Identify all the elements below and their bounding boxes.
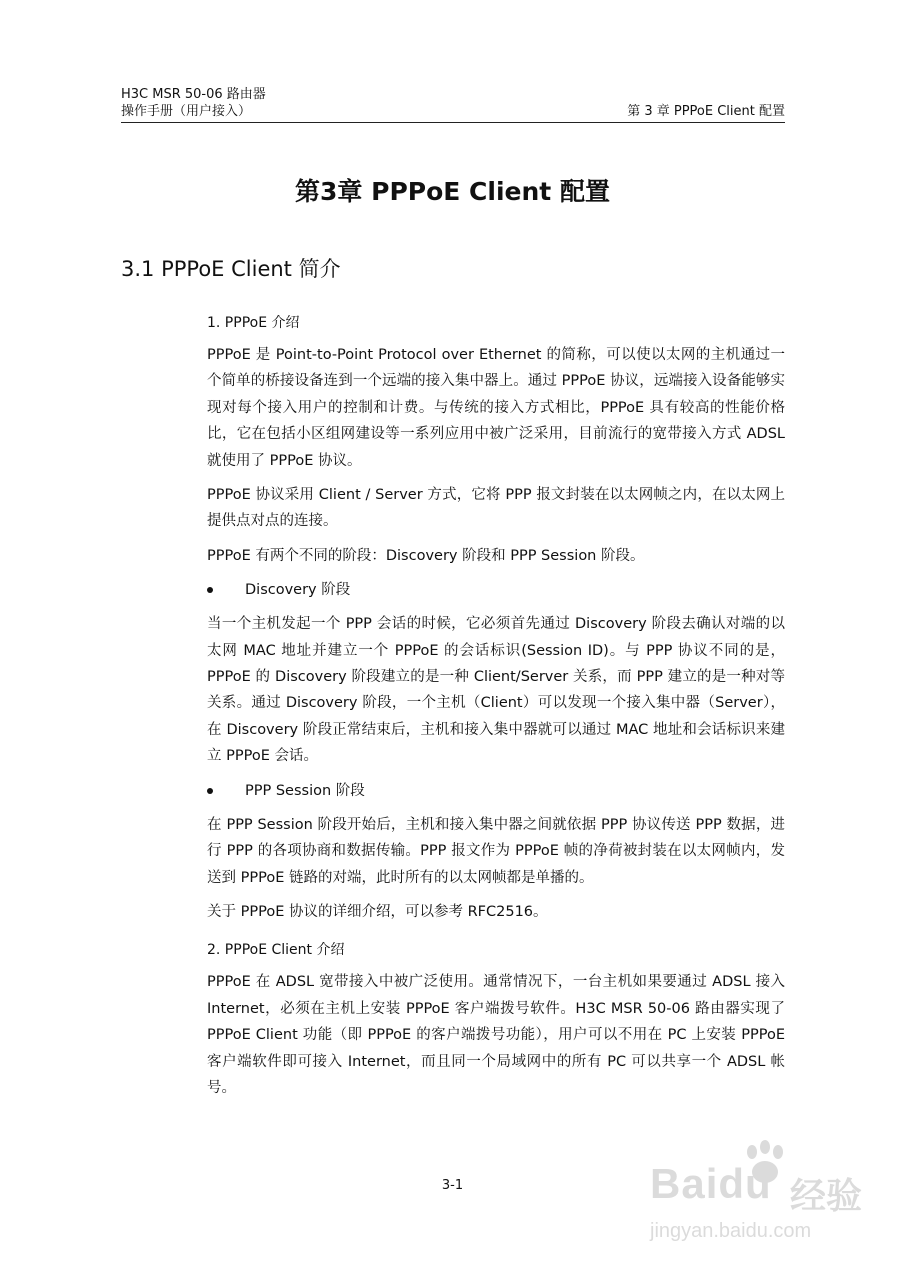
- watermark-cn: 经验: [790, 1176, 863, 1217]
- bullet-label: PPP Session 阶段: [245, 782, 365, 799]
- baidu-jingyan-watermark: [640, 1140, 890, 1270]
- watermark-brand: [650, 1160, 772, 1208]
- bullet-item-ppp-session: [207, 778, 785, 804]
- page-header: [121, 86, 785, 120]
- page-number: 3-1: [441, 1178, 464, 1193]
- watermark-url: jingyan.baidu.com: [650, 1220, 812, 1242]
- bullet-icon: [207, 587, 213, 593]
- paragraph: PPPoE 有两个不同的阶段：Discovery 阶段和 PPP Session 阶段。: [207, 547, 645, 564]
- paragraph: 在 PPP Session 阶段开始后，主机和接入集中器之间就依据 PPP 协议传送 PPP 数据，进行 PPP 的各项协商和数据传输。PPP 报文作为 PPPoE 帧的净荷被封装在以太网帧内，发送到 PPPoE 链路的对端，此时所有的以太网帧都是单播的。: [207, 816, 785, 886]
- header-chapter: 第 3 章 PPPoE Client 配置: [627, 104, 785, 119]
- watermark-brand-tail: du: [718, 1160, 772, 1207]
- section-title: 3.1 PPPoE Client 简介: [121, 257, 341, 281]
- bullet-icon: [207, 788, 213, 794]
- header-divider: [121, 122, 785, 123]
- paragraph: 当一个主机发起一个 PPP 会话的时候，它必须首先通过 Discovery 阶段去确认对端的以太网 MAC 地址并建立一个 PPPoE 的会话标识(Session ID)。与 PPP 协议不同的是，PPPoE 的 Discovery 阶段建立的是一种 Client/Server 关系，而 PPP 建立的是一种对等关系。通过 Discovery 阶段，一个主机（Client）可以发现一个接入集中器（Server），在 Discovery 阶段正常结束后，主机和接入集中器就可以通过 MAC 地址和会话标识来建立 PPPoE 会话。: [207, 616, 785, 765]
- paragraph: PPPoE 是 Point-to-Point Protocol over Ethernet 的简称，可以使以太网的主机通过一个简单的桥接设备连到一个远端的接入集中器上。通过 PPPoE 协议，远端接入设备能够实现对每个接入用户的控制和计费。与传统的接入方式相比，PPPoE 具有较高的性能价格比，它在包括小区组网建设等一系列应用中被广泛采用，目前流行的宽带接入方式 ADSL 就使用了 PPPoE 协议。: [207, 347, 785, 469]
- main-content: [207, 308, 785, 1109]
- header-row: [121, 103, 785, 120]
- bullet-label: Discovery 阶段: [245, 582, 351, 599]
- paragraph: 关于 PPPoE 协议的详细介绍，可以参考 RFC2516。: [207, 903, 548, 920]
- header-manual: 操作手册（用户接入）: [121, 104, 252, 119]
- paragraph: PPPoE 协议采用 Client / Server 方式，它将 PPP 报文封装在以太网帧之内，在以太网上提供点对点的连接。: [207, 487, 785, 530]
- chapter-title: 第3章 PPPoE Client 配置: [295, 177, 610, 206]
- subheading-pppoe-client-intro: 2. PPPoE Client 介绍: [207, 942, 345, 959]
- bullet-item-discovery: [207, 577, 785, 603]
- watermark-brand-head: Bai: [650, 1160, 719, 1207]
- subheading-pppoe-intro: 1. PPPoE 介绍: [207, 315, 300, 331]
- paragraph: PPPoE 在 ADSL 宽带接入中被广泛使用。通常情况下，一台主机如果要通过 ADSL 接入 Internet，必须在主机上安装 PPPoE 客户端拨号软件。H3C MSR 50-06 路由器实现了 PPPoE Client 功能（即 PPPoE 的客户端拨号功能），用户可以不用在 PC 上安装 PPPoE 客户端软件即可接入 Internet，而且同一个局域网中的所有 PC 可以共享一个 ADSL 帐号。: [207, 974, 785, 1096]
- header-product: H3C MSR 50-06 路由器: [121, 87, 266, 102]
